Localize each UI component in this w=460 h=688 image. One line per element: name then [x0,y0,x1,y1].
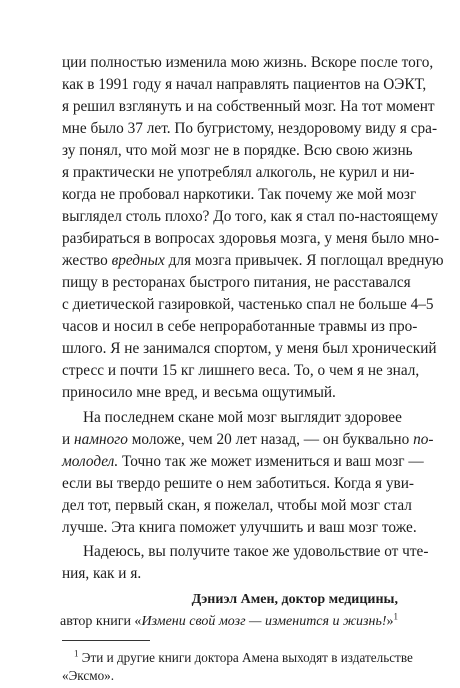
body-line: лучше. Эта книга поможет улучшить и ваш мозг тоже. [62,519,417,536]
signature-role-suffix: » [386,614,394,629]
body-line: ции полностью изменила мою жизнь. Вскоре после того, [62,54,434,71]
body-line: дел тот, первый скан, я пожелал, чтобы мой мозг стал [62,497,412,514]
body-line: стресс и почти 15 кг лишнего веса. То, о чем я не знал, [62,362,420,379]
body-line: выглядел столь плохо? До того, как я стал по-настоящему [62,208,439,225]
body-line: ния, как и я. [62,565,142,582]
body-line: жество вредных для мозга привычек. Я поглощал вредную [62,252,444,269]
signature-role-prefix: автор книги « [60,614,142,629]
footnote-text: Эти и другие книги доктора Амена выходят в издательстве [78,650,413,665]
body-line: зу понял, что мой мозг не в порядке. Всю свою жизнь [62,142,413,159]
footnote-marker: 1 [74,648,79,659]
body-line: приносило мне вред, и весьма ощутимый. [62,384,336,401]
body-line: мне было 37 лет. По бугристому, нездоровому виду я сра- [62,120,438,137]
body-line: разбираться в вопросах здоровья мозга, у меня было мно- [62,230,440,247]
body-line: когда не пробовал наркотики. Так почему же мой мозг [62,186,417,203]
body-line: часов и носил в себе непроработанные травмы из про- [62,318,418,335]
body-line: и намного моложе, чем 20 лет назад, — он буквально по- [62,431,434,448]
signature-name: Дэниэл Амен, доктор медицины, [191,592,398,607]
signature-book-title: Измени свой мозг — изменится и жизнь! [141,614,387,629]
footnote-rule [62,640,150,641]
body-line: молодел. Точно так же может измениться и ваш мозг — [62,453,424,470]
body-line: я практически не употреблял алкоголь, не курил и ни- [62,164,415,181]
body-line: пищу в ресторанах быстрого питания, не расставался [62,274,411,291]
body-line: с диетической газировкой, частенько спал не больше 4–5 [62,296,434,313]
body-line: шлого. Я не занимался спортом, у меня был хронический [62,340,437,357]
body-line: На последнем скане мой мозг выглядит здоровее [83,409,402,426]
body-line: Надеюсь, вы получите такое же удовольствие от чте- [83,543,429,560]
body-line: я решил взглянуть и на собственный мозг. На тот момент [62,98,435,115]
body-line: если вы твердо решите о нем заботиться. Когда я уви- [62,475,414,492]
signature-role [60,612,398,632]
body-line: как в 1991 году я начал направлять пациентов на ОЭКТ, [62,76,427,93]
footnote-reference: 1 [393,611,398,622]
footnote-line: «Эксмо». [62,668,115,683]
footnote-line [74,648,413,667]
